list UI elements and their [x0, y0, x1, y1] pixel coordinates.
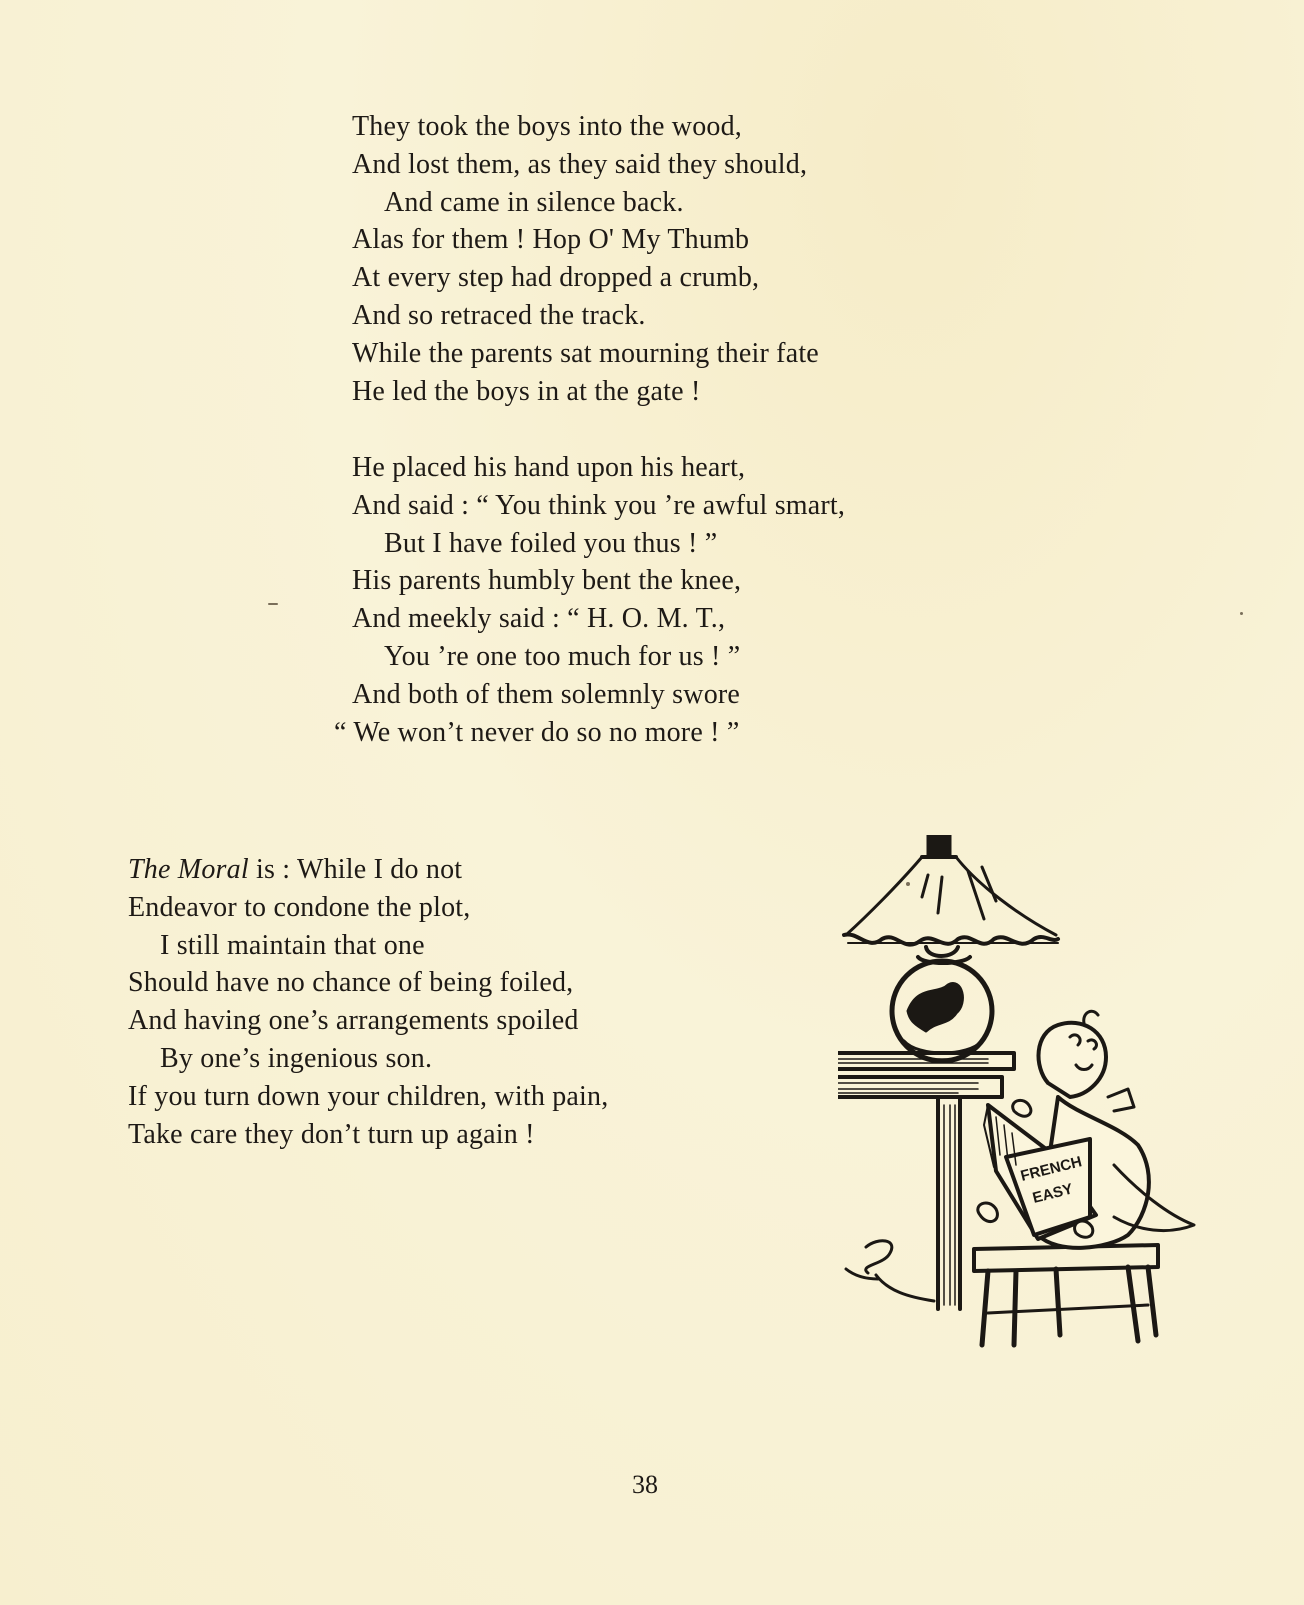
poem-line: He led the boys in at the gate !: [352, 375, 701, 407]
moral-lead-rest: is : While I do not: [248, 854, 463, 885]
poem-line: He placed his hand upon his heart,: [352, 452, 746, 483]
book-title-line-1: FRENCH: [1018, 1153, 1084, 1185]
poem-line: And meekly said : “ H. O. M. T.,: [352, 603, 726, 635]
poem-line: And having one’s arrangements spoiled: [128, 1005, 579, 1037]
poem-line: By one’s ingenious son.: [160, 1042, 433, 1074]
poem-line: “ We won’t never do so no more ! ”: [334, 716, 740, 748]
poem-line: Endeavor to condone the plot,: [128, 891, 471, 923]
poem-line: His parents humbly bent the knee,: [352, 565, 742, 597]
poem-line: Alas for them ! Hop O' My Thumb: [352, 224, 750, 256]
paper-speck: [906, 882, 910, 886]
moral-first-line: [128, 851, 608, 889]
poem-line: And both of them solemnly swore: [352, 678, 741, 710]
poem-line: And said : “ You think you ’re awful smart,: [352, 489, 846, 521]
poem-line: And lost them, as they said they should,: [352, 148, 808, 180]
poem-line: Take care they don’t turn up again !: [128, 1118, 535, 1150]
poem-line: They took the boys into the wood,: [352, 111, 743, 142]
poem-line: I still maintain that one: [160, 929, 425, 961]
stanza-2: [334, 449, 846, 751]
page-number: 38: [632, 1470, 658, 1499]
poem-line: Should have no chance of being foiled,: [128, 967, 574, 999]
poem-line: But I have foiled you thus ! ”: [384, 527, 718, 559]
moral-lead: The Moral: [128, 854, 249, 885]
baby-reading-illustration: [838, 835, 1218, 1395]
poem-line: And so retraced the track.: [352, 299, 646, 331]
stanza-1: [352, 108, 819, 410]
paper-speck: [268, 603, 278, 605]
paper-speck: [1240, 612, 1243, 615]
poem-line: At every step had dropped a crumb,: [352, 262, 760, 294]
poem-line: While the parents sat mourning their fate: [352, 337, 819, 369]
poem-line: If you turn down your children, with pain,: [128, 1080, 609, 1112]
moral-stanza: [128, 851, 608, 1153]
poem-line: You ’re one too much for us ! ”: [384, 640, 741, 672]
book-title-line-2: EASY: [1030, 1180, 1075, 1207]
poem-line: And came in silence back.: [384, 186, 684, 218]
